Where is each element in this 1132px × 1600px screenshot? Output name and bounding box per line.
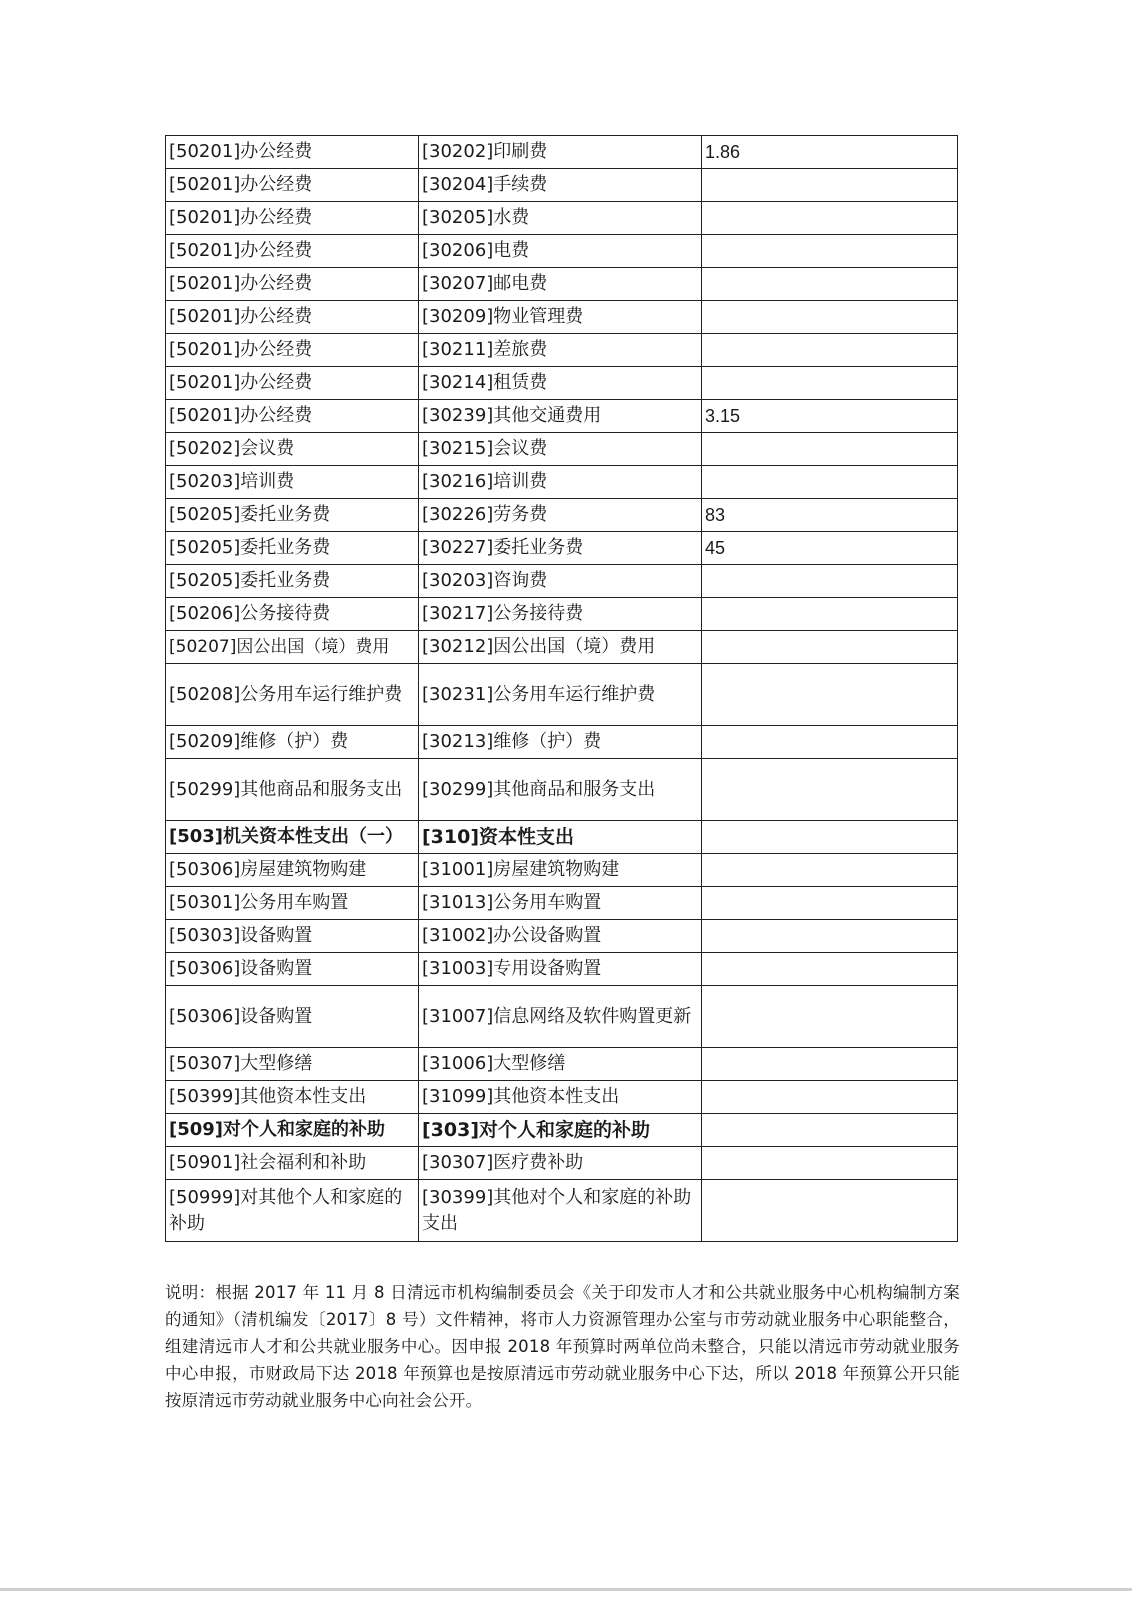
- economic-category-cell: [50306]房屋建筑物购建: [166, 854, 419, 887]
- economic-category-cell: [50201]办公经费: [166, 400, 419, 433]
- table-row: [166, 1081, 958, 1114]
- economic-category-cell: [50901]社会福利和补助: [166, 1147, 419, 1180]
- economic-category-cell: [50201]办公经费: [166, 334, 419, 367]
- economic-category-cell: [50303]设备购置: [166, 920, 419, 953]
- economic-category-cell: [50202]会议费: [166, 433, 419, 466]
- economic-category-cell: [50307]大型修缮: [166, 1048, 419, 1081]
- amount-cell: [702, 334, 958, 367]
- expense-item-cell: [30231]公务用车运行维护费: [419, 664, 702, 726]
- amount-cell: [702, 1180, 958, 1242]
- table-row: [166, 433, 958, 466]
- table-row: [166, 726, 958, 759]
- table-row: [166, 169, 958, 202]
- economic-category-cell: [50205]委托业务费: [166, 499, 419, 532]
- table-row: [166, 759, 958, 821]
- expense-item-cell: [30214]租赁费: [419, 367, 702, 400]
- table-row: [166, 565, 958, 598]
- table-row: [166, 235, 958, 268]
- budget-expenditure-table: [165, 135, 958, 1242]
- table-row: [166, 301, 958, 334]
- amount-cell: [702, 169, 958, 202]
- amount-cell: [702, 598, 958, 631]
- amount-cell: 83: [702, 499, 958, 532]
- amount-cell: 1.86: [702, 136, 958, 169]
- amount-cell: [702, 887, 958, 920]
- economic-category-cell: [50301]公务用车购置: [166, 887, 419, 920]
- expense-item-cell: [30299]其他商品和服务支出: [419, 759, 702, 821]
- expense-item-cell: [30239]其他交通费用: [419, 400, 702, 433]
- table-row: [166, 367, 958, 400]
- expense-item-cell: [30227]委托业务费: [419, 532, 702, 565]
- economic-category-cell: [50201]办公经费: [166, 136, 419, 169]
- amount-cell: [702, 986, 958, 1048]
- economic-category-cell: [50205]委托业务费: [166, 565, 419, 598]
- expense-item-cell: [30206]电费: [419, 235, 702, 268]
- expense-item-cell: [31006]大型修缮: [419, 1048, 702, 1081]
- economic-category-cell: [503]机关资本性支出（一）: [166, 821, 419, 854]
- economic-category-cell: [50306]设备购置: [166, 953, 419, 986]
- table-row: [166, 887, 958, 920]
- economic-category-cell: [50205]委托业务费: [166, 532, 419, 565]
- table-row: [166, 334, 958, 367]
- amount-cell: 45: [702, 532, 958, 565]
- table-row: [166, 466, 958, 499]
- table-row: [166, 499, 958, 532]
- expense-item-cell: [30212]因公出国（境）费用: [419, 631, 702, 664]
- expense-item-cell: [30209]物业管理费: [419, 301, 702, 334]
- economic-category-cell: [50201]办公经费: [166, 268, 419, 301]
- amount-cell: [702, 1048, 958, 1081]
- economic-category-cell: [50999]对其他个人和家庭的补助: [166, 1180, 419, 1242]
- expense-item-cell: [30217]公务接待费: [419, 598, 702, 631]
- table-row: [166, 202, 958, 235]
- expense-item-cell: [31001]房屋建筑物购建: [419, 854, 702, 887]
- economic-category-cell: [50203]培训费: [166, 466, 419, 499]
- amount-cell: [702, 268, 958, 301]
- amount-cell: [702, 726, 958, 759]
- economic-category-cell: [50201]办公经费: [166, 235, 419, 268]
- table-row-section-header: [166, 821, 958, 854]
- expense-item-cell: [30207]邮电费: [419, 268, 702, 301]
- economic-category-cell: [50201]办公经费: [166, 301, 419, 334]
- table-row: [166, 1147, 958, 1180]
- amount-cell: [702, 1081, 958, 1114]
- economic-category-cell: [50306]设备购置: [166, 986, 419, 1048]
- table-row: [166, 631, 958, 664]
- economic-category-cell: [50399]其他资本性支出: [166, 1081, 419, 1114]
- economic-category-cell: [50201]办公经费: [166, 202, 419, 235]
- economic-category-cell: [50201]办公经费: [166, 169, 419, 202]
- expense-item-cell: [30211]差旅费: [419, 334, 702, 367]
- amount-cell: [702, 301, 958, 334]
- table-row: [166, 986, 958, 1048]
- amount-cell: [702, 920, 958, 953]
- expense-item-cell: [310]资本性支出: [419, 821, 702, 854]
- economic-category-cell: [50206]公务接待费: [166, 598, 419, 631]
- expense-item-cell: [30204]手续费: [419, 169, 702, 202]
- table-row: [166, 532, 958, 565]
- table-row: [166, 854, 958, 887]
- table-row: [166, 268, 958, 301]
- expense-item-cell: [31007]信息网络及软件购置更新: [419, 986, 702, 1048]
- amount-cell: [702, 1147, 958, 1180]
- table-row: [166, 400, 958, 433]
- amount-cell: [702, 202, 958, 235]
- amount-cell: [702, 235, 958, 268]
- economic-category-cell: [50299]其他商品和服务支出: [166, 759, 419, 821]
- explanatory-note: 说明：根据 2017 年 11 月 8 日清远市机构编制委员会《关于印发市人才和公共就业服务中心机构编制方案的通知》（清机编发〔2017〕8 号）文件精神，将市人力资源管理办公室与市劳动就业服务中心职能整合，组建清远市人才和公共就业服务中心。因申报 2018 年预算时两单位尚未整合，只能以清远市劳动就业服务中心申报，市财政局下达 2018 年预算也是按原清远市劳动就业服务中心下达，所以 2018 年预算公开只能按原清远市劳动就业服务中心向社会公开。: [165, 1282, 960, 1410]
- amount-cell: [702, 953, 958, 986]
- amount-cell: [702, 1114, 958, 1147]
- amount-cell: [702, 367, 958, 400]
- table-row: [166, 598, 958, 631]
- table-row: [166, 1180, 958, 1242]
- amount-cell: 3.15: [702, 400, 958, 433]
- expense-item-cell: [303]对个人和家庭的补助: [419, 1114, 702, 1147]
- expense-item-cell: [31013]公务用车购置: [419, 887, 702, 920]
- amount-cell: [702, 433, 958, 466]
- expense-item-cell: [30226]劳务费: [419, 499, 702, 532]
- amount-cell: [702, 565, 958, 598]
- expense-item-cell: [30213]维修（护）费: [419, 726, 702, 759]
- table-row: [166, 1048, 958, 1081]
- table-row-section-header: [166, 1114, 958, 1147]
- expense-item-cell: [31003]专用设备购置: [419, 953, 702, 986]
- scan-edge-line: [0, 1588, 1132, 1591]
- table-row: [166, 920, 958, 953]
- table-row: [166, 664, 958, 726]
- expense-item-cell: [31002]办公设备购置: [419, 920, 702, 953]
- expense-item-cell: [30203]咨询费: [419, 565, 702, 598]
- economic-category-cell: [50209]维修（护）费: [166, 726, 419, 759]
- expense-item-cell: [30205]水费: [419, 202, 702, 235]
- amount-cell: [702, 821, 958, 854]
- economic-category-cell: [50207]因公出国（境）费用: [166, 631, 419, 664]
- table-row: [166, 136, 958, 169]
- expense-item-cell: [30202]印刷费: [419, 136, 702, 169]
- amount-cell: [702, 631, 958, 664]
- economic-category-cell: [50201]办公经费: [166, 367, 419, 400]
- economic-category-cell: [509]对个人和家庭的补助: [166, 1114, 419, 1147]
- amount-cell: [702, 664, 958, 726]
- amount-cell: [702, 466, 958, 499]
- expense-item-cell: [31099]其他资本性支出: [419, 1081, 702, 1114]
- expense-item-cell: [30216]培训费: [419, 466, 702, 499]
- economic-category-cell: [50208]公务用车运行维护费: [166, 664, 419, 726]
- amount-cell: [702, 854, 958, 887]
- expense-item-cell: [30307]医疗费补助: [419, 1147, 702, 1180]
- table-row: [166, 953, 958, 986]
- expense-item-cell: [30399]其他对个人和家庭的补助支出: [419, 1180, 702, 1242]
- expense-item-cell: [30215]会议费: [419, 433, 702, 466]
- amount-cell: [702, 759, 958, 821]
